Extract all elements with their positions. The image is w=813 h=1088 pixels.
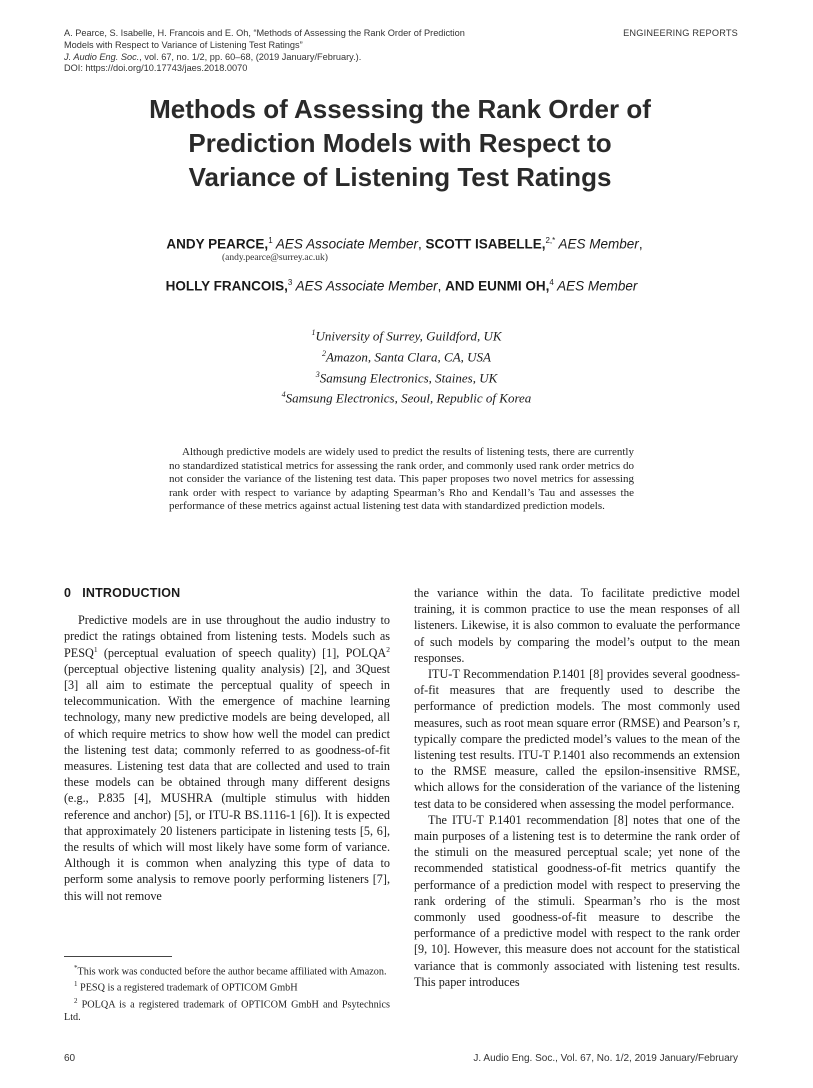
affiliation: $^3$Samsung Electronics, Staines, UK	[315, 369, 498, 385]
footnote: $^2$ POLQA is a registered trademark of OPTICOM GmbH and Psytechnics Ltd.	[64, 996, 390, 1024]
citation-journal: J. Audio Eng. Soc.	[64, 51, 140, 62]
affiliation-marker: 1	[268, 236, 273, 245]
author-membership: AES Associate Member	[292, 278, 438, 294]
footnote: $^1$ PESQ is a registered trademark of OPTICOM GmbH	[74, 980, 298, 994]
citation-volume: , vol. 67, no. 1/2, pp. 60–68, (2019 January/February.).	[139, 51, 362, 62]
author-name: HOLLY FRANCOIS,	[165, 278, 288, 294]
doi-link[interactable]: DOI: https://doi.org/10.17743/jaes.2018.0070	[64, 63, 248, 74]
author-name: SCOTT ISABELLE,	[425, 236, 546, 252]
author-line: ANDY PEARCE,$^1$ AES Associate Member, SCOTT ISABELLE,$^{2,*}$ AES Member,	[166, 236, 643, 252]
author-line: HOLLY FRANCOIS,$^3$ AES Associate Member, AND EUNMI OH,$^4$ AES Member	[165, 278, 638, 294]
author-membership: AES Member	[555, 236, 639, 252]
author-email[interactable]: (andy.pearce@surrey.ac.uk)	[222, 253, 328, 263]
journal-section-label: ENGINEERING REPORTS	[623, 28, 738, 38]
section-heading: 0 INTRODUCTION	[64, 586, 181, 600]
body-paragraph: the variance within the data. To facilitate predictive model training, it is common practice to use the mean responses of all listeners. Likewise, it is also common to evaluate the performance of such models by comparing the model’s output to the mean responses.	[414, 586, 740, 665]
citation-line: Models with Respect to Variance of Listening Test Ratings”	[64, 39, 303, 50]
affiliation: $^2$Amazon, Santa Clara, CA, USA	[321, 348, 492, 365]
paper-title	[100, 92, 700, 194]
title-line: Variance of Listening Test Ratings	[188, 162, 612, 192]
affiliations-block	[0, 324, 813, 407]
author-membership: AES Member	[553, 278, 638, 294]
title-line: Methods of Assessing the Rank Order of	[149, 94, 651, 124]
right-column	[414, 585, 740, 990]
abstract: Although predictive models are widely used to predict the results of listening tests, there are currently no standardized statistical metrics for assessing the rank order, and commonly used rank order metrics do not consider the variance of the listening test data. This paper proposes two novel metrics for assessing rank order with respect to variance by adapting Spearman’s Rho and Kendall’s Tau and assesses the performance of these metrics against actual listening test data with standardized prediction models.	[169, 446, 634, 512]
body-paragraph: The ITU-T P.1401 recommendation [8] notes that one of the main purposes of a listening test is to determine the rank order of the stimuli on the measured perceptual scale; yet none of the recommended statistical goodness-of-fit metrics quantify the performance of a prediction model with respect to preserving the rank ordering of the stimuli. Spearman’s rho is the most commonly used goodness-of-fit measure to describe the performance of a predictive model with respect to the rank order [9, 10]. However, this measure does not account for the statistical variance that is commonly associated with listening test results. This paper introduces	[414, 812, 740, 989]
affiliation: $^4$Samsung Electronics, Seoul, Republic of Korea	[281, 390, 532, 406]
citation-block	[64, 28, 514, 75]
footnote-divider	[64, 956, 172, 957]
author-name: ANDY PEARCE,	[166, 236, 269, 252]
footnote: *This work was conducted before the author became affiliated with Amazon.	[74, 964, 387, 978]
affiliation: $^1$University of Surrey, Guildford, UK	[311, 328, 502, 344]
affiliation-marker: 2,*	[545, 236, 556, 245]
author-membership: AES Associate Member	[272, 236, 418, 252]
body-paragraph: ITU-T Recommendation P.1401 [8] provides several goodness-of-fit measures that are frequently used to describe the performance of prediction models. The most commonly used measures, such as root mean square error (RMSE) and Pearson’s r, typically compare the predicted model’s values to the mean of the listening test results. ITU-T P.1401 also recommends an extension to the RMSE measure, called the epsilon-insensitive RMSE, which allows for the consideration of the variance of the listening test data to be considered when assessing the model performance.	[414, 667, 740, 811]
footnote-ref[interactable]: 2	[386, 644, 390, 654]
body-paragraph: Predictive models are in use throughout the audio industry to predict the ratings obtained from listening tests. Models such as PESQ$^1$ (perceptual evaluation of speech quality) [1], POLQA$^2$ (perceptual objective listening quality analysis) [2], and 3Quest [3] all aim to estimate the perceptual quality of speech in telecommunication. With the emergence of machine learning technology, many new predictive models are being developed, all of which require metrics to show how well the model can predict the listening test data; commonly referred to as goodness-of-fit measures. Listening test data that are collected and used to train these models can be obtained through many different designs (e.g., P.835 [4], MUSHRA (multiple stimulus with hidden reference and anchor) [5], or ITU-R BS.1116-1 [6]). It is expected that approximately 20 listeners participate in listening tests [5, 6], the results of which will most likely have some form of variance. Although it is common when analyzing this type of data to perform some analysis to remove poorly performing listeners [7], this will not remove	[64, 613, 390, 903]
author-name: AND EUNMI OH,	[445, 278, 550, 294]
footnotes	[64, 962, 390, 1024]
affiliation-marker: 3	[287, 278, 293, 287]
title-line: Prediction Models with Respect to	[188, 128, 612, 158]
affiliation-marker: 4	[549, 278, 554, 287]
footnote-ref[interactable]: 1	[93, 644, 98, 654]
running-footer: J. Audio Eng. Soc., Vol. 67, No. 1/2, 2019 January/February	[473, 1053, 738, 1064]
left-column	[64, 585, 390, 904]
citation-line	[64, 52, 514, 64]
citation-line: A. Pearce, S. Isabelle, H. Francois and E. Oh, “Methods of Assessing the Rank Order of Prediction	[64, 28, 465, 38]
page-number: 60	[64, 1053, 76, 1064]
